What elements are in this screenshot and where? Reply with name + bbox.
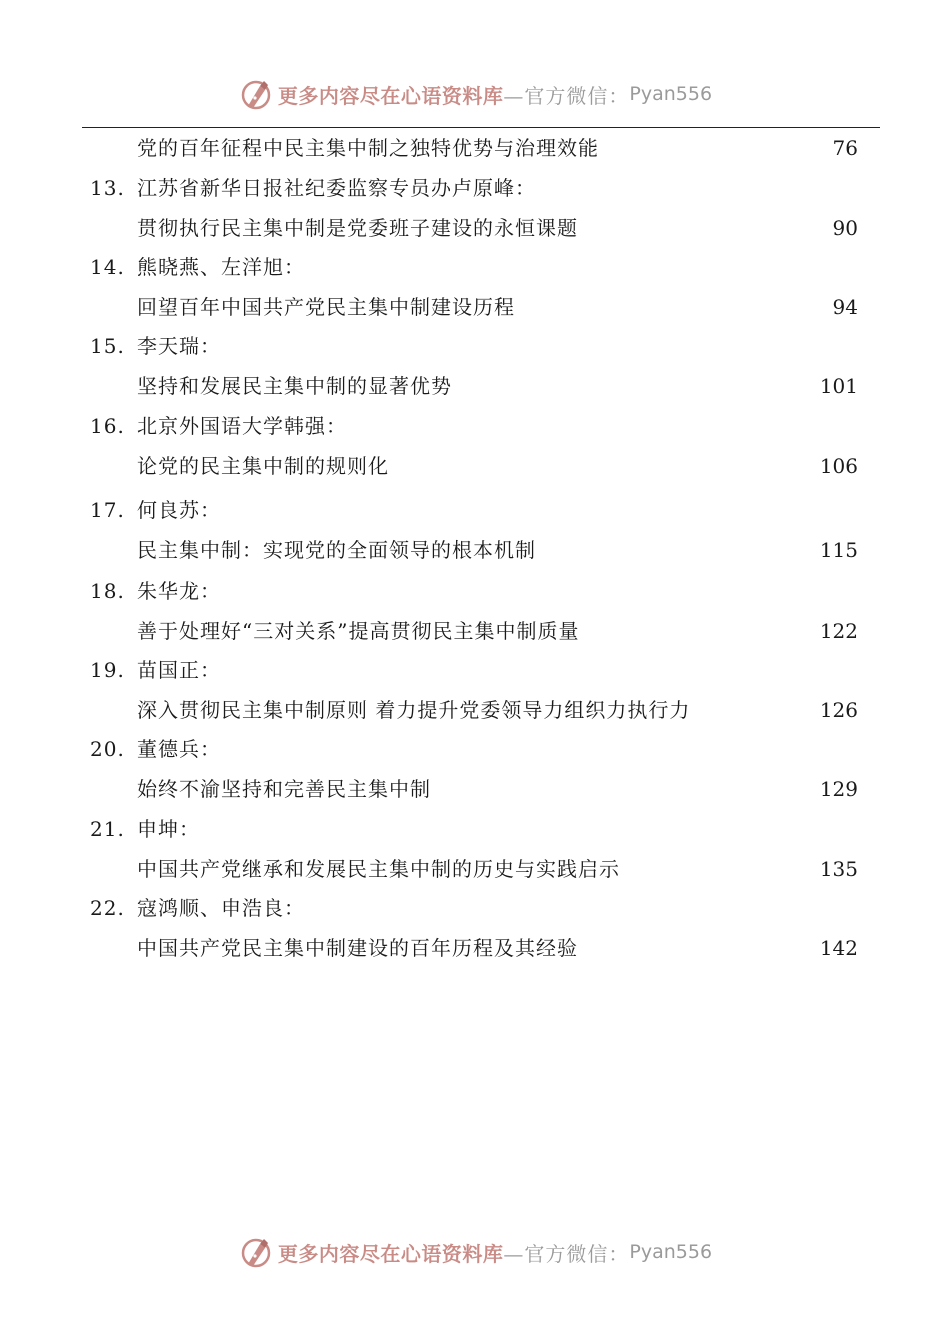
toc-title-line	[0, 292, 950, 322]
toc-entry-number: 20.	[90, 737, 125, 761]
toc-title-line	[0, 854, 950, 884]
toc-entry-number: 21.	[90, 817, 125, 841]
watermark-wechat-id: Pyan556	[629, 83, 713, 105]
toc-entry-number: 15.	[90, 334, 125, 358]
toc-author-line	[0, 252, 950, 282]
toc-entry-title: 善于处理好“三对关系”提高贯彻民主集中制质量	[137, 619, 580, 643]
toc-entry-title: 民主集中制：实现党的全面领导的根本机制	[137, 538, 536, 562]
toc-continuation-line	[0, 133, 950, 163]
toc-title-line	[0, 695, 950, 725]
toc-entry-number: 18.	[90, 579, 125, 603]
toc-author-line	[0, 173, 950, 203]
toc-author-line	[0, 655, 950, 685]
toc-entry-number: 19.	[90, 658, 125, 682]
toc-entry-author: 董德兵：	[137, 737, 221, 761]
toc-author-line	[0, 576, 950, 606]
fountain-pen-logo-icon	[238, 1234, 274, 1270]
toc-page-number: 135	[819, 857, 858, 881]
toc-entry-title: 深入贯彻民主集中制原则 着力提升党委领导力组织力执行力	[137, 698, 691, 722]
watermark-sub-text: —官方微信：	[503, 83, 630, 108]
toc-page-number: 115	[819, 538, 858, 562]
watermark-wechat-id: Pyan556	[629, 1241, 713, 1263]
toc-entry-title: 始终不渝坚持和完善民主集中制	[137, 777, 431, 801]
toc-author-line	[0, 331, 950, 361]
toc-title-line	[0, 535, 950, 565]
toc-page-number: 101	[819, 374, 858, 398]
watermark-main-text: 更多内容尽在心语资料库	[277, 1241, 504, 1266]
toc-entry-title: 论党的民主集中制的规则化	[137, 454, 389, 478]
watermark-banner-bottom	[0, 1232, 950, 1272]
toc-entry-number: 14.	[90, 255, 125, 279]
toc-page-number: 94	[832, 295, 858, 319]
toc-author-line	[0, 814, 950, 844]
toc-entry-title: 中国共产党民主集中制建设的百年历程及其经验	[137, 936, 578, 960]
toc-author-line	[0, 893, 950, 923]
toc-entry-author: 北京外国语大学韩强：	[137, 414, 347, 438]
toc-title-line	[0, 451, 950, 481]
toc-entry-title: 贯彻执行民主集中制是党委班子建设的永恒课题	[137, 216, 578, 240]
toc-entry-title: 党的百年征程中民主集中制之独特优势与治理效能	[137, 136, 599, 160]
toc-entry-author: 朱华龙：	[137, 579, 221, 603]
toc-entry-title: 坚持和发展民主集中制的显著优势	[137, 374, 452, 398]
toc-page-number: 76	[832, 136, 858, 160]
toc-entry-author: 江苏省新华日报社纪委监察专员办卢原峰：	[137, 176, 536, 200]
toc-entry-author: 李天瑞：	[137, 334, 221, 358]
toc-page-number: 122	[819, 619, 858, 643]
toc-page-number: 142	[819, 936, 858, 960]
toc-page-number: 90	[832, 216, 858, 240]
toc-page-number: 129	[819, 777, 858, 801]
toc-page-number: 106	[819, 454, 858, 478]
toc-author-line	[0, 495, 950, 525]
toc-author-line	[0, 734, 950, 764]
toc-entry-title: 回望百年中国共产党民主集中制建设历程	[137, 295, 515, 319]
toc-entry-title: 中国共产党继承和发展民主集中制的历史与实践启示	[137, 857, 620, 881]
toc-entry-author: 何良苏：	[137, 498, 221, 522]
toc-author-line	[0, 411, 950, 441]
toc-title-line	[0, 616, 950, 646]
watermark-main-text: 更多内容尽在心语资料库	[277, 83, 504, 108]
toc-title-line	[0, 213, 950, 243]
watermark-sub-text: —官方微信：	[503, 1241, 630, 1266]
toc-entry-number: 16.	[90, 414, 125, 438]
toc-page-number: 126	[819, 698, 858, 722]
toc-entry-author: 申坤：	[137, 817, 200, 841]
toc-entry-number: 17.	[90, 498, 125, 522]
toc-title-line	[0, 371, 950, 401]
toc-title-line	[0, 933, 950, 963]
toc-entry-number: 13.	[90, 176, 125, 200]
toc-entry-author: 苗国正：	[137, 658, 221, 682]
toc-entry-number: 22.	[90, 896, 125, 920]
toc-entry-author: 熊晓燕、左洋旭：	[137, 255, 305, 279]
toc-entry-author: 寇鸿顺、申浩良：	[137, 896, 305, 920]
toc-title-line	[0, 774, 950, 804]
